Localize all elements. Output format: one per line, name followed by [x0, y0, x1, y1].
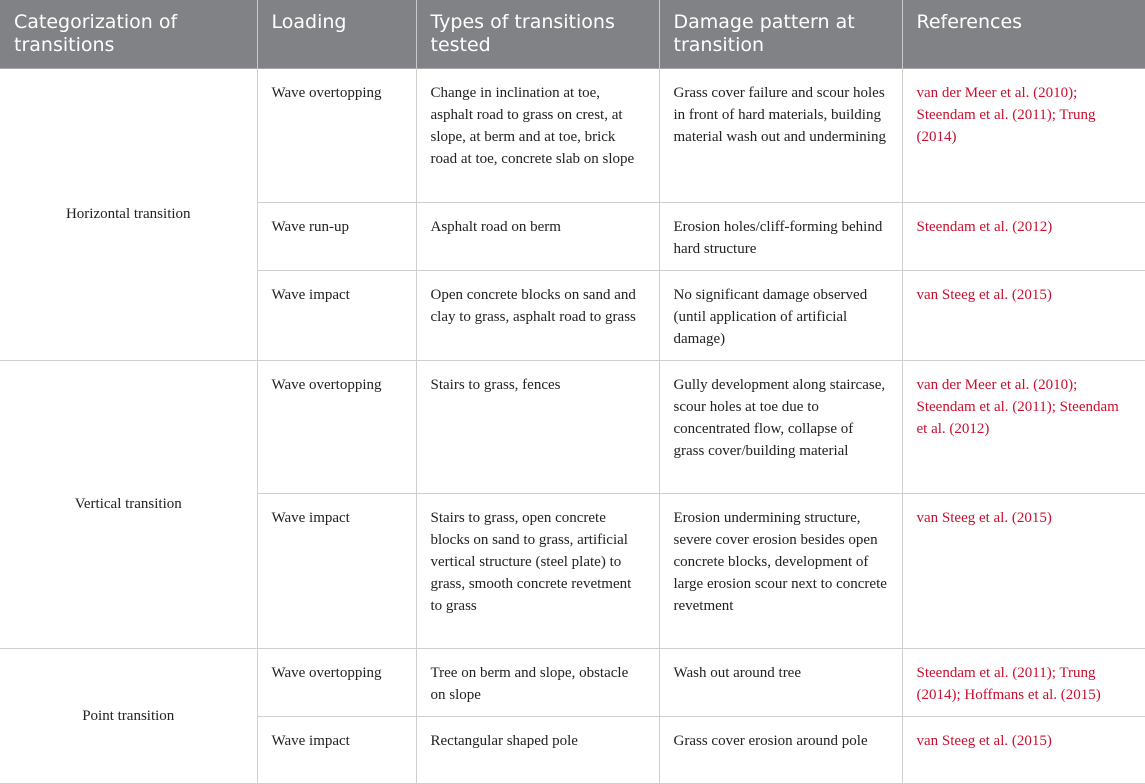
damage-cell: Wash out around tree: [659, 648, 902, 716]
reference-link[interactable]: Steendam et al. (2011); Trung (2014); Hoffmans et al. (2015): [902, 648, 1145, 716]
loading-cell: Wave overtopping: [257, 360, 416, 493]
reference-link[interactable]: van Steeg et al. (2015): [902, 493, 1145, 648]
table-row: [0, 648, 1145, 716]
damage-cell: Grass cover failure and scour holes in front of hard materials, building material wash out and undermining: [659, 68, 902, 202]
loading-cell: Wave impact: [257, 716, 416, 783]
table-body: [0, 68, 1145, 783]
header-damage: Damage pattern at transition: [659, 0, 902, 68]
damage-cell: Gully development along staircase, scour holes at toe due to concentrated flow, collapse of grass cover/building material: [659, 360, 902, 493]
header-categorization: Categorization of transitions: [0, 0, 257, 68]
reference-link[interactable]: van Steeg et al. (2015): [902, 716, 1145, 783]
header-loading: Loading: [257, 0, 416, 68]
reference-link[interactable]: van der Meer et al. (2010); Steendam et al. (2011); Steendam et al. (2012): [902, 360, 1145, 493]
loading-cell: Wave run-up: [257, 202, 416, 270]
loading-cell: Wave overtopping: [257, 68, 416, 202]
header-references: References: [902, 0, 1145, 68]
types-cell: Open concrete blocks on sand and clay to grass, asphalt road to grass: [416, 270, 659, 360]
types-cell: Tree on berm and slope, obstacle on slope: [416, 648, 659, 716]
loading-cell: Wave impact: [257, 270, 416, 360]
types-cell: Stairs to grass, open concrete blocks on sand to grass, artificial vertical structure (steel plate) to grass, smooth concrete revetment to grass: [416, 493, 659, 648]
table-row: [0, 68, 1145, 202]
damage-cell: Grass cover erosion around pole: [659, 716, 902, 783]
reference-link[interactable]: Steendam et al. (2012): [902, 202, 1145, 270]
damage-cell: Erosion holes/cliff-forming behind hard structure: [659, 202, 902, 270]
types-cell: Rectangular shaped pole: [416, 716, 659, 783]
types-cell: Stairs to grass, fences: [416, 360, 659, 493]
reference-link[interactable]: van der Meer et al. (2010); Steendam et al. (2011); Trung (2014): [902, 68, 1145, 202]
category-cell: Horizontal transition: [0, 68, 257, 360]
table-header: [0, 0, 1145, 68]
header-row: [0, 0, 1145, 68]
category-cell: Vertical transition: [0, 360, 257, 648]
types-cell: Asphalt road on berm: [416, 202, 659, 270]
loading-cell: Wave overtopping: [257, 648, 416, 716]
damage-cell: Erosion undermining structure, severe cover erosion besides open concrete blocks, development of large erosion scour next to concrete revetment: [659, 493, 902, 648]
loading-cell: Wave impact: [257, 493, 416, 648]
types-cell: Change in inclination at toe, asphalt road to grass on crest, at slope, at berm and at toe, brick road at toe, concrete slab on slope: [416, 68, 659, 202]
header-types: Types of transitions tested: [416, 0, 659, 68]
reference-link[interactable]: van Steeg et al. (2015): [902, 270, 1145, 360]
table-row: [0, 360, 1145, 493]
category-cell: Point transition: [0, 648, 257, 783]
damage-cell: No significant damage observed (until application of artificial damage): [659, 270, 902, 360]
